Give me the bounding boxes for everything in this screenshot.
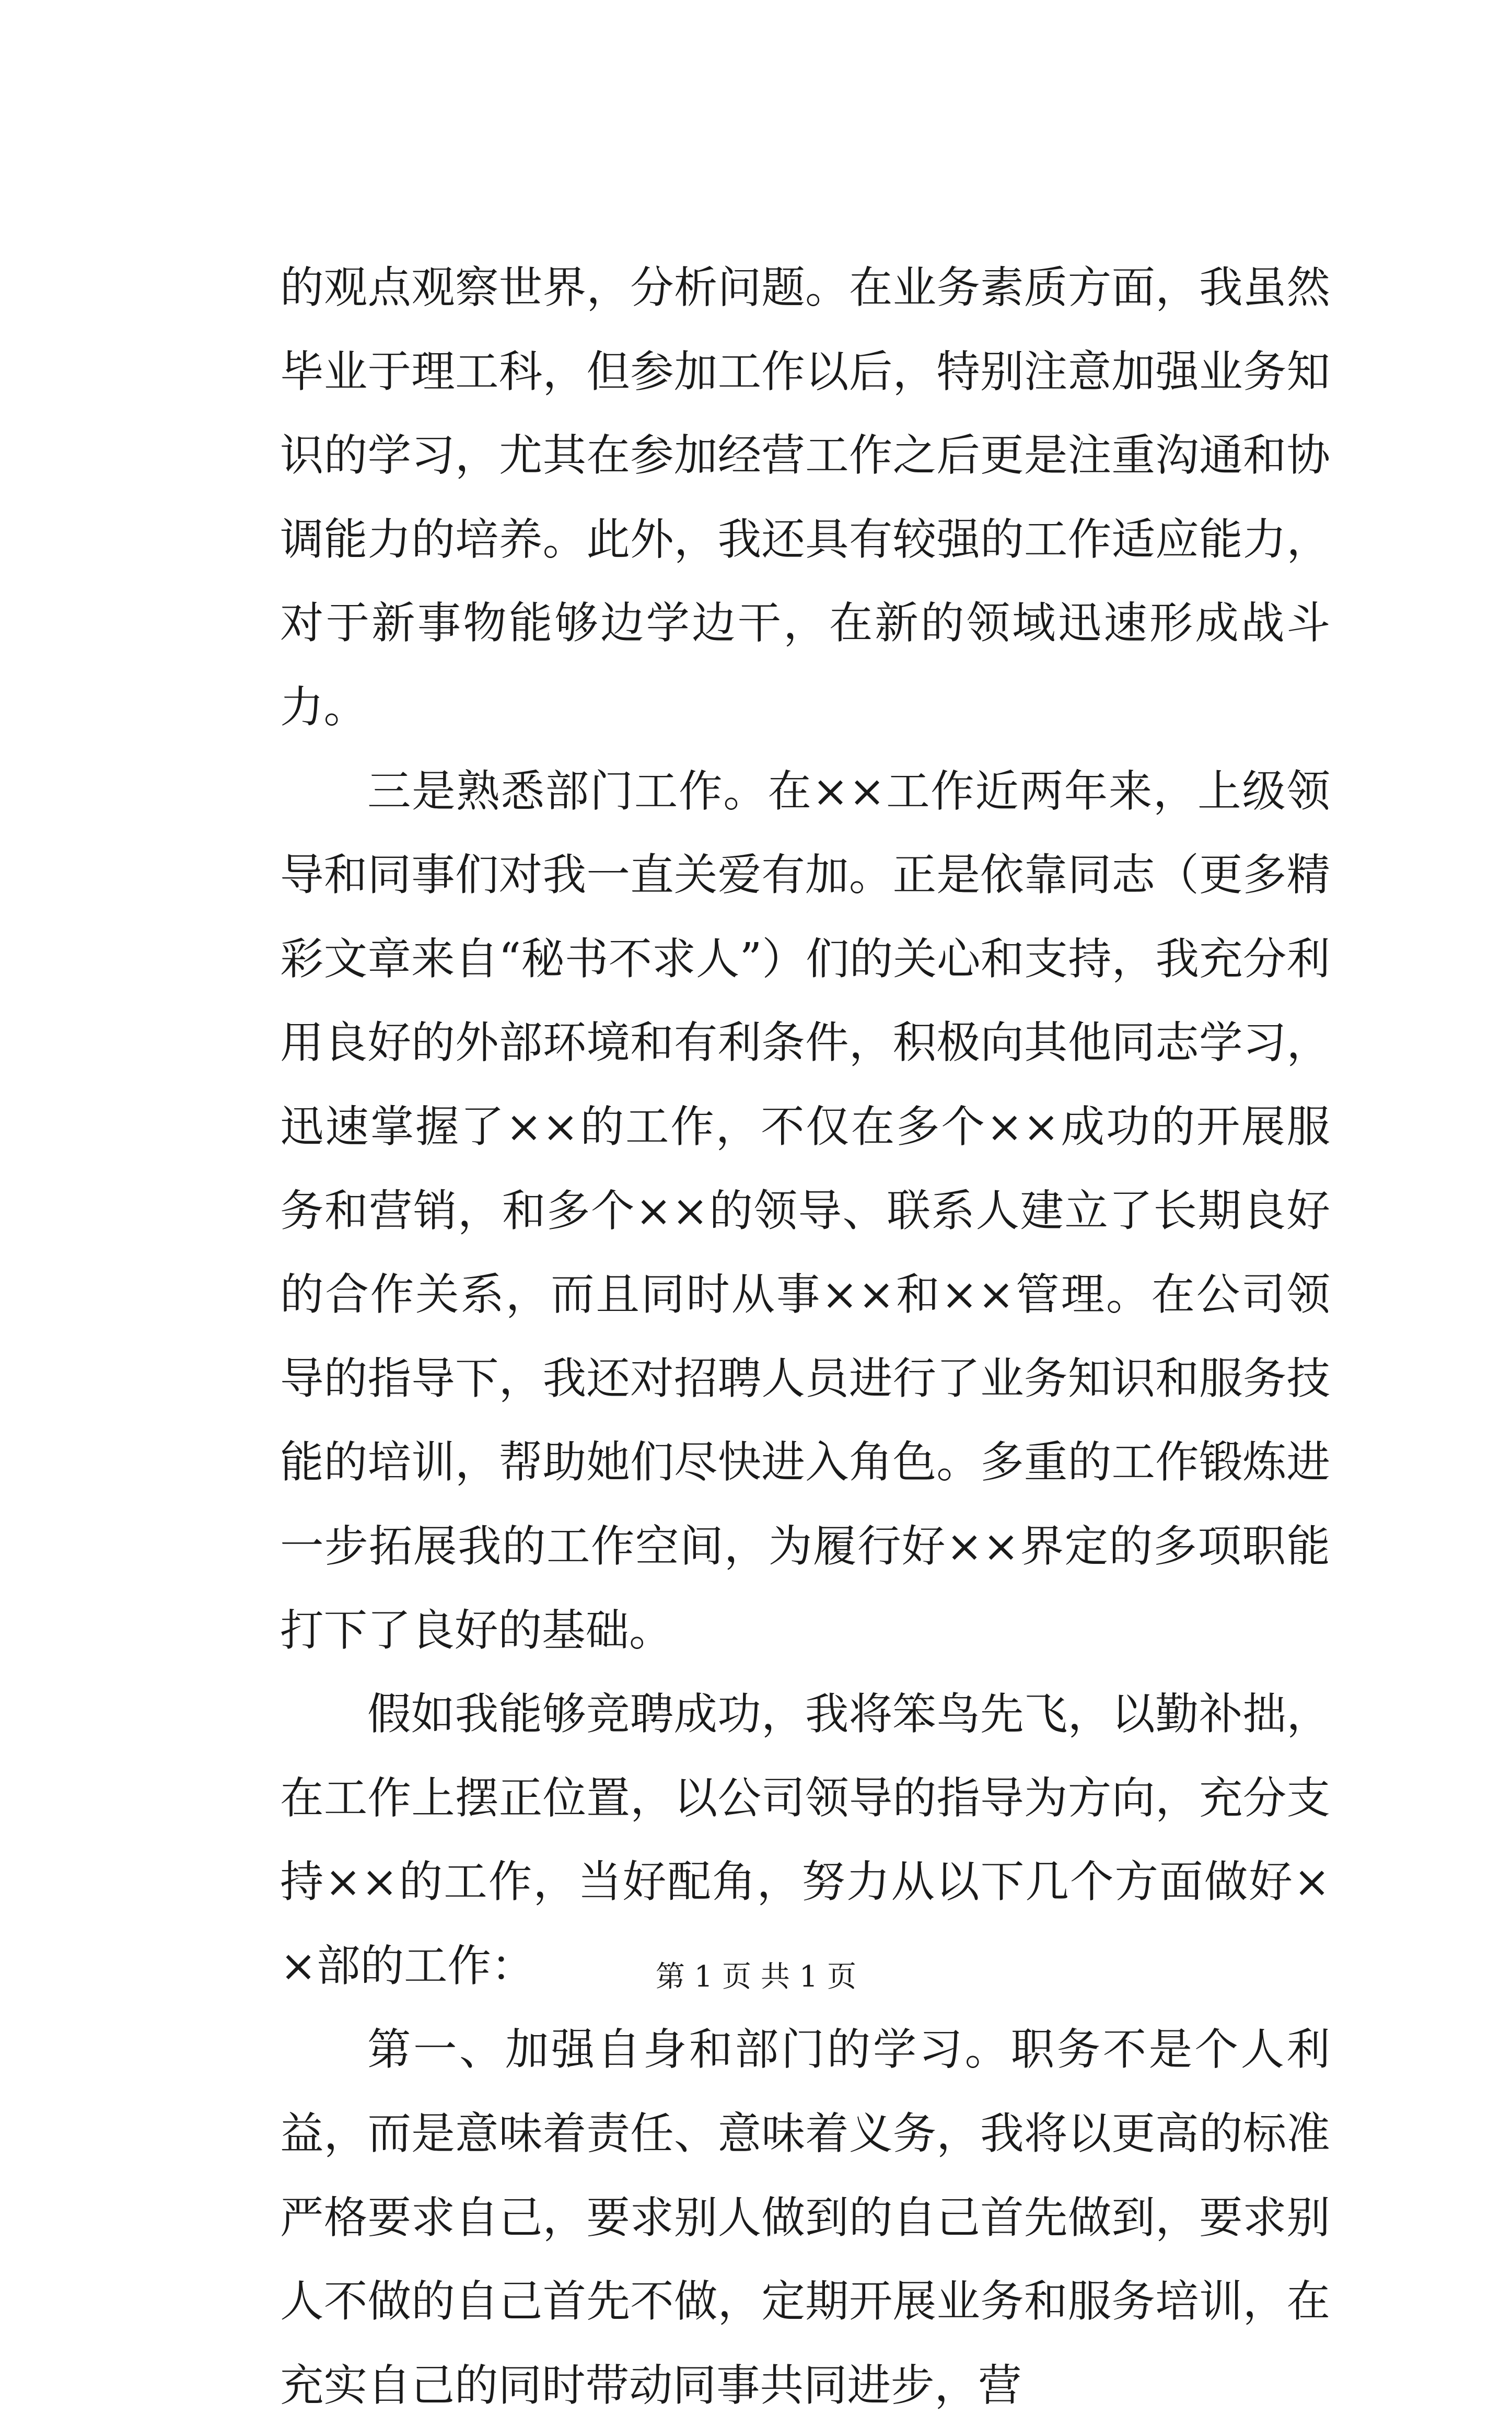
page-footer: 第 1 页 共 1 页 bbox=[655, 1960, 857, 1994]
paragraph-3: 假如我能够竞聘成功，我将笨鸟先飞，以勤补拙，在工作上摆正位置，以公司领导的指导为方向，充分支持××的工作，当好配角，努力从以下几个方面做好××部的工作： bbox=[280, 1688, 1330, 1991]
paragraph-2: 三是熟悉部门工作。在××工作近两年来，上级领导和同事们对我一直关爱有加。正是依靠同志（更多精彩文章来自“秘书不求人”）们的关心和支持，我充分利用良好的外部环境和有利条件，积极向其他同志学习，迅速掌握了××的工作，不仅在多个××成功的开展服务和营销，和多个××的领导、联系人建立了长期良好的合作关系，而且同时从事××和××管理。在公司领导的指导下，我还对招聘人员进行了业务知识和服务技能的培训，帮助她们尽快进入角色。多重的工作锻炼进一步拓展我的工作空间，为履行好××界定的多项职能打下了良好的基础。 bbox=[280, 765, 1330, 1656]
document-body bbox=[280, 246, 1330, 2427]
paragraph-4: 第一、加强自身和部门的学习。职务不是个人利益，而是意味着责任、意味着义务，我将以更高的标准严格要求自己，要求别人做到的自己首先做到，要求别人不做的自己首先不做，定期开展业务和服务培训，在充实自己的同时带动同事共同进步，营 bbox=[280, 2024, 1330, 2411]
paragraph-1: 的观点观察世界，分析问题。在业务素质方面，我虽然毕业于理工科，但参加工作以后，特别注意加强业务知识的学习，尤其在参加经营工作之后更是注重沟通和协调能力的培养。此外，我还具有较强的工作适应能力，对于新事物能够边学边干，在新的领域迅速形成战斗力。 bbox=[280, 262, 1330, 733]
